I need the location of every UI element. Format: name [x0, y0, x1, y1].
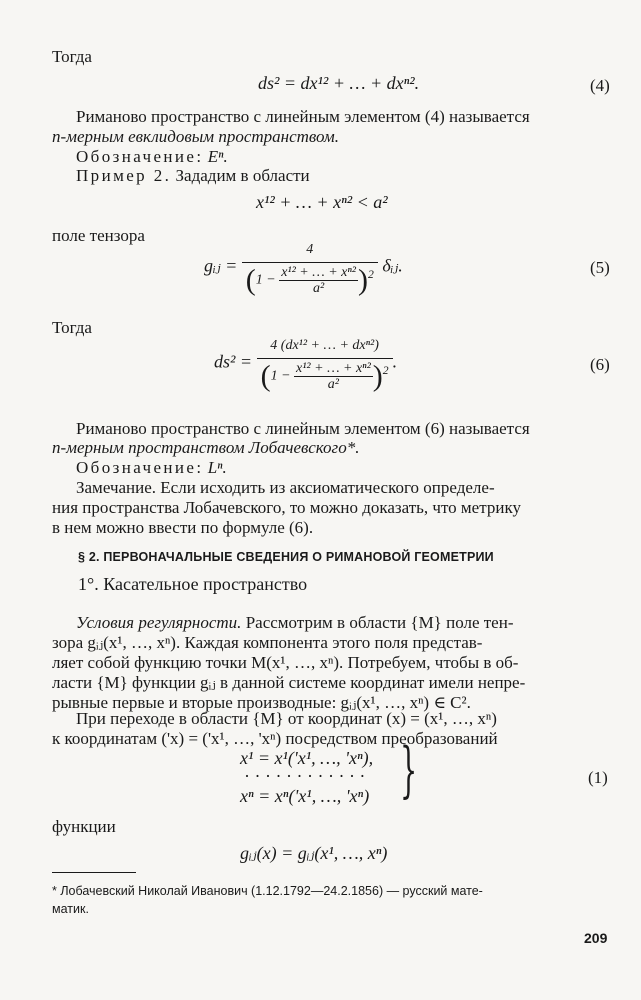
notation-value-2: Lⁿ.	[207, 458, 227, 477]
example-2	[76, 166, 310, 186]
eq5-inner-den: a²	[279, 280, 358, 295]
regularity-title: Условия регулярности.	[76, 613, 242, 632]
eq5-inner-num: x¹² + … + xⁿ²	[281, 264, 356, 280]
eq6-inner-fraction	[294, 362, 373, 391]
paragraph-functions: функции	[52, 817, 116, 836]
eq1-row2: · · · · · · · · · · · ·	[244, 766, 366, 786]
footnote-rule	[52, 872, 136, 873]
equation-number-6: (6)	[590, 355, 610, 374]
regularity-text: Рассмотрим в области {M} поле тен-	[245, 613, 514, 632]
paragraph-euclid-line1: Риманово пространство с линейным элементом (4) называется	[76, 107, 530, 126]
subsection-heading: 1°. Касательное пространство	[78, 574, 308, 594]
footnote-line2: матик.	[52, 902, 89, 916]
notation-label: Обозначение:	[76, 147, 204, 166]
eq6-denominator: (1 − $\frac{\text{x¹² + … + xⁿ²}}{\text{a²}}$ )$^2$	[257, 358, 393, 391]
regularity-line3: ляет собой функцию точки M(x¹, …, xⁿ). Потребуем, чтобы в об-	[52, 653, 519, 672]
eq5-numerator: 4	[306, 242, 314, 257]
remark-line3: в нем можно ввести по формуле (6).	[52, 518, 314, 537]
equation-6: ds² = 4 (dx¹² + … + dxⁿ²) (1 − $\frac{\text{x¹² + … + xⁿ²}}{\text{a²}}$ )$^2$ .	[214, 338, 398, 393]
eq6-numerator: 4 (dx¹² + … + dxⁿ²)	[270, 338, 379, 353]
remark-line1: Замечание. Если исходить из аксиоматического определе-	[76, 478, 495, 497]
eq1-row1: x¹ = x¹('x¹, …, 'xⁿ),	[240, 748, 374, 768]
notation-lobachevsky	[76, 458, 227, 478]
notation-euclid	[76, 147, 228, 167]
paragraph-lobachevsky-line1: Риманово пространство с линейным элементом (6) называется	[76, 419, 530, 438]
paragraph-euclid-line2: n-мерным евклидовым пространством.	[52, 127, 340, 146]
equation-4: ds² = dx¹² + … + dxⁿ².	[258, 73, 420, 93]
equation-number-4: (4)	[590, 76, 610, 95]
eq5-denominator: (1 − $\frac{\text{x¹² + … + xⁿ²}}{\text{a²}}$ )$^2$	[242, 262, 378, 295]
eq6-inner-den: a²	[294, 376, 373, 391]
remark-line2: ния пространства Лобачевского, то можно доказать, что метрику	[52, 498, 521, 517]
eq6-inner-num: x¹² + … + xⁿ²	[296, 360, 371, 376]
eq5-den-one: 1 −	[255, 272, 276, 288]
eq5-delta: δᵢⱼ.	[382, 255, 403, 276]
eq1-row3: xⁿ = xⁿ('x¹, …, 'xⁿ)	[240, 786, 370, 806]
page-number: 209	[584, 930, 608, 946]
region-inequality: x¹² + … + xⁿ² < a²	[256, 192, 388, 212]
eq6-left: ds² =	[214, 351, 253, 372]
notation-value: Eⁿ.	[207, 147, 228, 166]
regularity-line2: зора gᵢⱼ(x¹, …, xⁿ). Каждая компонента этого поля представ-	[52, 633, 483, 652]
transition-line1: При переходе в области {M} от координат (x) = (x¹, …, xⁿ)	[76, 709, 497, 728]
equation-number-5: (5)	[590, 258, 610, 277]
eq1-brace: }	[400, 735, 418, 805]
paragraph-then-2: Тогда	[52, 318, 92, 337]
eq6-den-one: 1 −	[270, 368, 291, 384]
regularity-line5: рывные первые и вторые производные: gᵢⱼ(x¹, …, xⁿ) ∈ C².	[52, 693, 471, 712]
equation-5	[204, 240, 403, 295]
paragraph-lobachevsky-line2: n-мерным пространством Лобачевского*.	[52, 438, 360, 457]
eq5-left: gᵢⱼ =	[204, 255, 238, 276]
transition-line2: к координатам ('x) = ('x¹, …, 'xⁿ) посредством преобразований	[52, 729, 498, 748]
eq5-fraction	[242, 240, 378, 295]
section-heading: § 2. ПЕРВОНАЧАЛЬНЫЕ СВЕДЕНИЯ О РИМАНОВОЙ ГЕОМЕТРИИ	[78, 550, 494, 564]
equation-last: gᵢⱼ(x) = gᵢⱼ(x¹, …, xⁿ)	[240, 843, 388, 863]
example-text: Зададим в области	[175, 166, 310, 185]
example-label: Пример 2.	[76, 166, 172, 185]
footnote-line1: * Лобачевский Николай Иванович (1.12.1792—24.2.1856) — русский мате-	[52, 884, 483, 898]
regularity-line1	[76, 613, 513, 633]
regularity-line4: ласти {M} функции gᵢⱼ в данной системе координат имели непре-	[52, 673, 526, 692]
equation-number-1: (1)	[588, 768, 608, 787]
paragraph-tensor-field: поле тензора	[52, 226, 145, 245]
paragraph-then-1: Тогда	[52, 47, 92, 66]
notation-label-2: Обозначение:	[76, 458, 204, 477]
eq6-fraction	[257, 336, 393, 391]
eq5-inner-fraction	[279, 266, 358, 295]
